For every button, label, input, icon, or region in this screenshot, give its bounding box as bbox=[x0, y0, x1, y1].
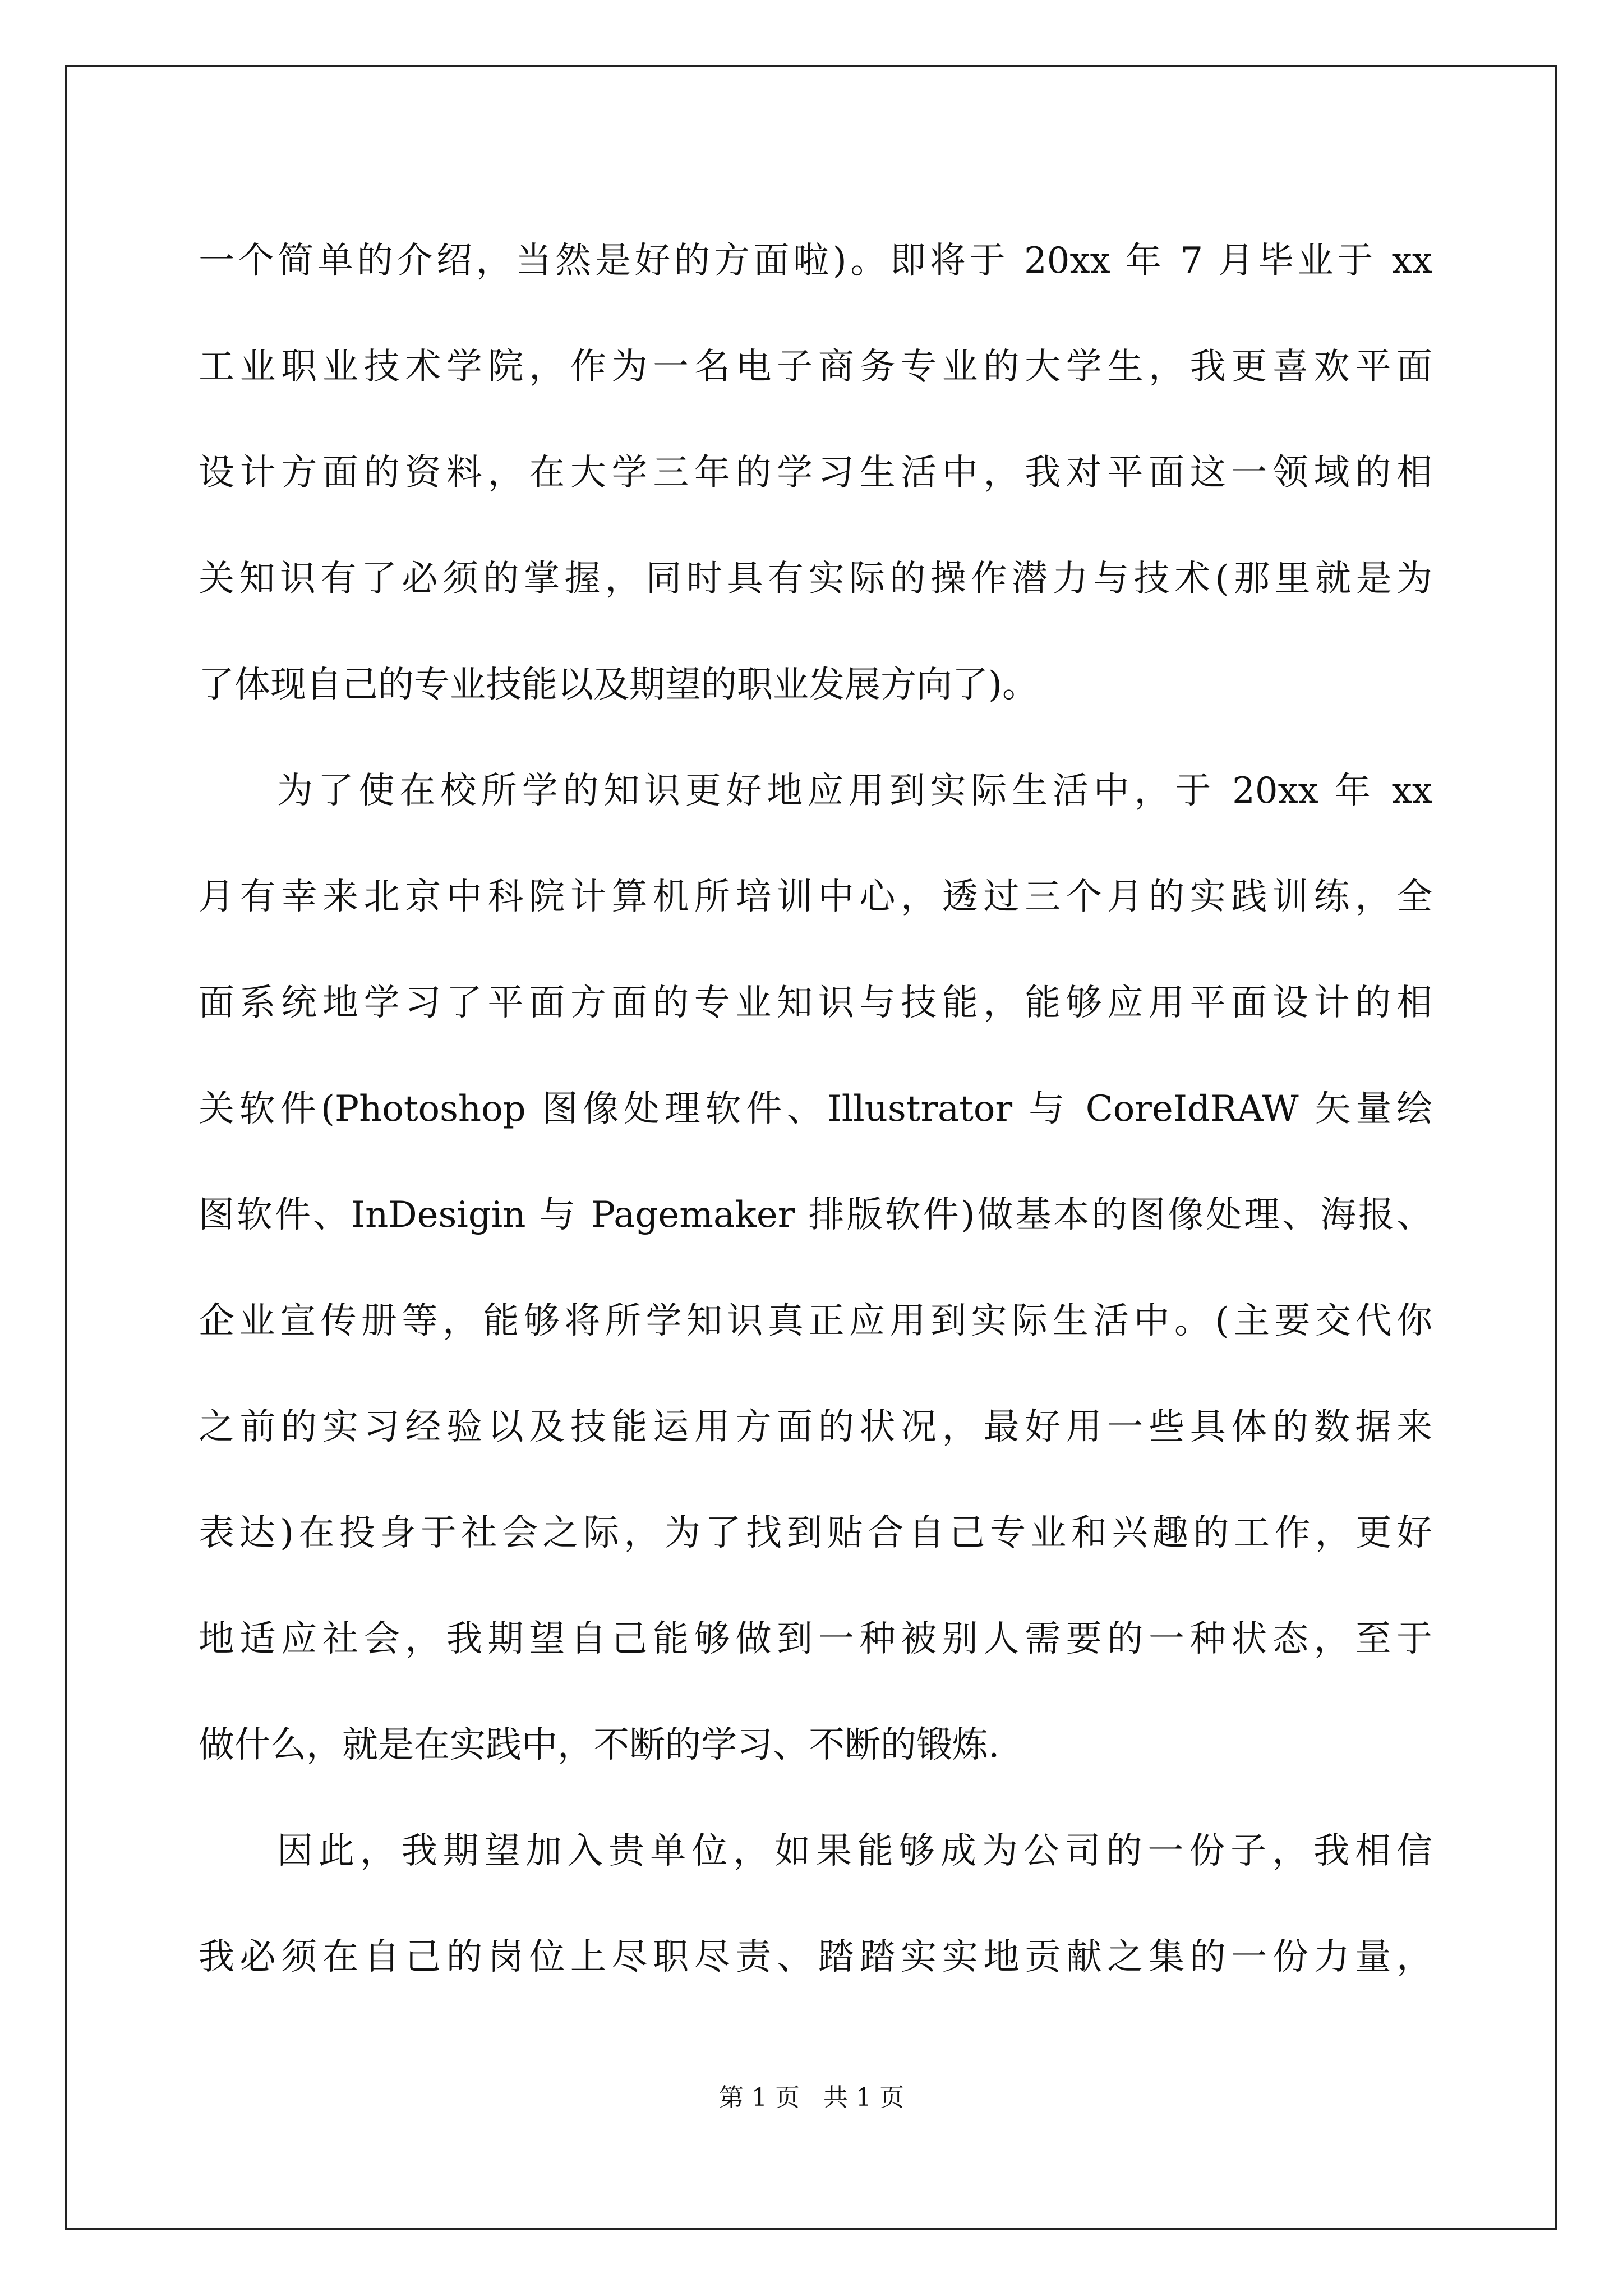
text-line: 关知识有了必须的掌握，同时具有实际的操作潜力与技术(那里就是为 bbox=[199, 558, 1432, 600]
page-footer bbox=[0, 2081, 1623, 2115]
text-line: 面系统地学习了平面方面的专业知识与技能，能够应用平面设计的相 bbox=[199, 982, 1432, 1024]
text-line: 图软件、InDesigin 与 Pagemaker 排版软件)做基本的图像处理、海报、 bbox=[199, 1194, 1432, 1236]
page-number: 第 1 页 bbox=[719, 2083, 800, 2112]
text-line: 企业宣传册等，能够将所学知识真正应用到实际生活中。(主要交代你 bbox=[199, 1300, 1432, 1342]
paragraph-first-line: 为了使在校所学的知识更好地应用到实际生活中，于 20xx 年 xx bbox=[277, 770, 1432, 812]
text-line: 关软件(Photoshop 图像处理软件、Illustrator 与 CoreIdRAW 矢量绘 bbox=[199, 1088, 1432, 1130]
text-line: 一个简单的介绍，当然是好的方面啦)。即将于 20xx 年 7 月毕业于 xx bbox=[199, 240, 1432, 282]
text-line: 表达)在投身于社会之际，为了找到贴合自己专业和兴趣的工作，更好 bbox=[199, 1512, 1432, 1554]
text-line: 工业职业技术学院，作为一名电子商务专业的大学生，我更喜欢平面 bbox=[199, 346, 1432, 388]
text-line: 做什么，就是在实践中，不断的学习、不断的锻炼. bbox=[199, 1724, 1000, 1766]
text-line: 了体现自己的专业技能以及期望的职业发展方向了)。 bbox=[199, 664, 1038, 706]
paragraph-first-line: 因此，我期望加入贵单位，如果能够成为公司的一份子，我相信 bbox=[277, 1830, 1432, 1872]
page-total: 共 1 页 bbox=[823, 2083, 904, 2112]
text-line: 之前的实习经验以及技能运用方面的状况，最好用一些具体的数据来 bbox=[199, 1406, 1432, 1448]
text-line: 设计方面的资料，在大学三年的学习生活中，我对平面这一领域的相 bbox=[199, 452, 1432, 494]
text-line: 月有幸来北京中科院计算机所培训中心，透过三个月的实践训练，全 bbox=[199, 876, 1432, 918]
document-body bbox=[199, 224, 1432, 2027]
text-line: 地适应社会，我期望自己能够做到一种被别人需要的一种状态，至于 bbox=[199, 1618, 1432, 1660]
text-line: 我必须在自己的岗位上尽职尽责、踏踏实实地贡献之集的一份力量， bbox=[199, 1936, 1432, 1978]
